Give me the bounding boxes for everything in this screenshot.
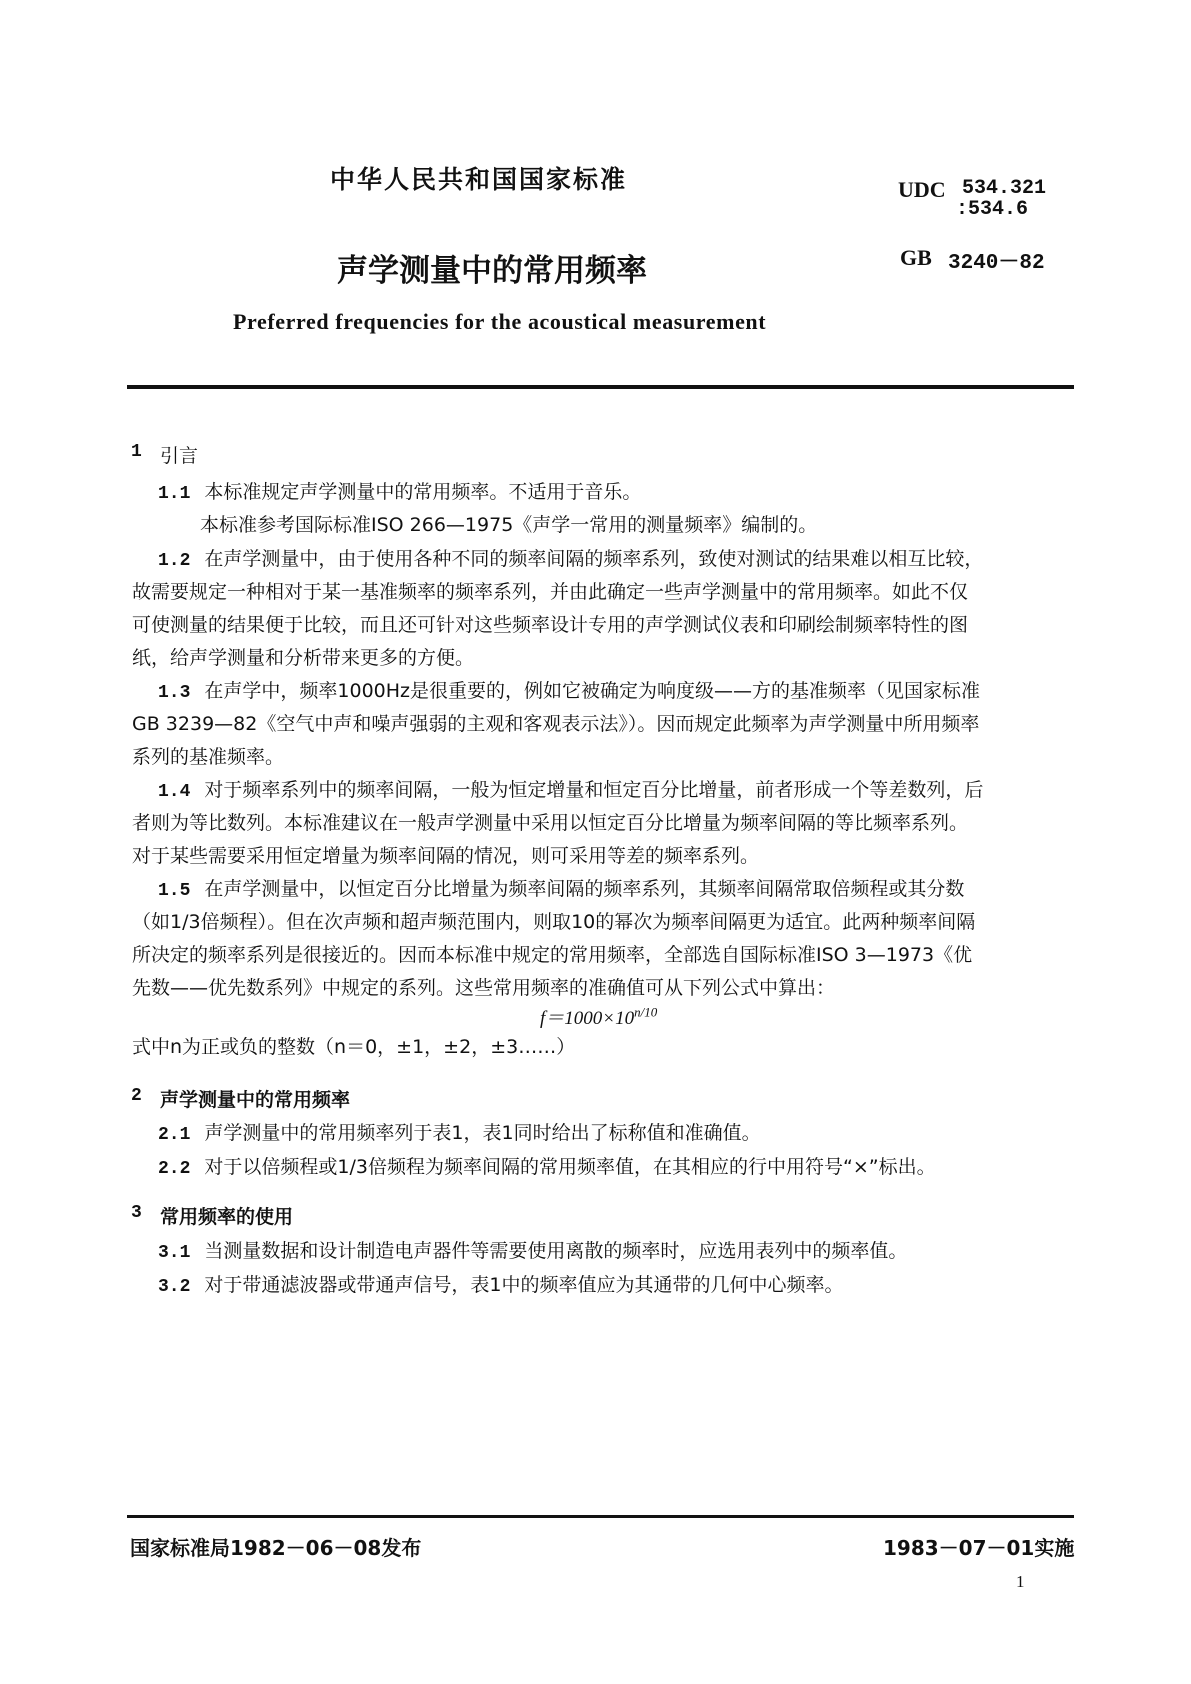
paragraph-line: 故需要规定一种相对于某一基准频率的频率系列，并由此确定一些声学测量中的常用频率。如此不仅 [132,581,969,603]
section-number: 3 [131,1203,142,1223]
paragraph-line: 先数——优先数系列》中规定的系列。这些常用频率的准确值可从下列公式中算出： [132,977,836,999]
paragraph-line: （如1/3倍频程）。但在次声频和超声频范围内，则取10的幂次为频率间隔更为适宜。此两种频率间隔 [132,911,976,933]
paragraph-line: GB 3239—82《空气中声和噪声强弱的主观和客观表示法》）。因而规定此频率为声学测量中所用频率 [132,713,980,735]
paragraph-line: 对于某些需要采用恒定增量为频率间隔的情况，则可采用等差的频率系列。 [132,845,760,867]
paragraph-number: 2.1 [158,1125,191,1145]
paragraph-line: 1.1 本标准规定声学测量中的常用频率。不适用于音乐。 [158,481,642,504]
gb-number: 3240－82 [948,252,1045,275]
effective-date: 1983－07－01实施 [883,1536,1075,1560]
paragraph-line: 所决定的频率系列是很接近的。因而本标准中规定的常用频率，全部选自国际标准ISO 3—1973《优 [132,944,973,966]
frequency-formula: $f=1000\times 10^{n/10}$ [540,1004,658,1029]
formula-explanation: 式中n为正或负的整数（n＝0，±1，±2，±3……） [132,1036,576,1058]
paragraph-line: 系列的基准频率。 [132,746,285,768]
paragraph-line: 3.1 当测量数据和设计制造电声器件等需要使用离散的频率时，应选用表列中的频率值。 [158,1240,908,1263]
paragraph-line: 本标准参考国际标准ISO 266—1975《声学一常用的测量频率》编制的。 [200,514,818,536]
paragraph-number: 3.1 [158,1243,191,1263]
paragraph-line: 纸，给声学测量和分析带来更多的方便。 [132,647,475,669]
udc-code-line2: :534.6 [956,198,1029,221]
paragraph-line: 1.4 对于频率系列中的频率间隔，一般为恒定增量和恒定百分比增量，前者形成一个等差数列，后 [158,779,984,802]
paragraph-line: 者则为等比数列。本标准建议在一般声学测量中采用以恒定百分比增量为频率间隔的等比频率系列。 [132,812,969,834]
paragraph-number: 1.2 [158,551,191,571]
paragraph-line: 可使测量的结果便于比较，而且还可针对这些频率设计专用的声学测试仪表和印刷绘制频率特性的图 [132,614,969,636]
issue-date: 国家标准局1982－06－08发布 [130,1536,422,1560]
document-title-en: Preferred frequencies for the acoustical measurement [233,309,767,334]
section-title: 常用频率的使用 [160,1206,294,1228]
section-title: 引言 [160,445,199,467]
paragraph-line: 1.3 在声学中，频率1000Hz是很重要的，例如它被确定为响度级——方的基准频率（见国家标准 [158,680,981,703]
section-title: 声学测量中的常用频率 [160,1089,351,1111]
header-divider [127,385,1074,389]
paragraph-number: 1.5 [158,881,191,901]
paragraph-number: 3.2 [158,1277,191,1297]
paragraph-number: 2.2 [158,1159,191,1179]
gb-label: GB [900,245,932,270]
page-number: 1 [1016,1572,1025,1591]
udc-label: UDC [898,177,946,202]
section-number: 1 [131,442,142,462]
document-title-cn: 声学测量中的常用频率 [337,253,647,289]
paragraph-line: 1.5 在声学测量中，以恒定百分比增量为频率间隔的频率系列，其频率间隔常取倍频程或其分数 [158,878,965,901]
section-number: 2 [131,1086,142,1106]
standard-org-heading: 中华人民共和国国家标准 [330,165,628,194]
paragraph-line: 2.1 声学测量中的常用频率列于表1，表1同时给出了标称值和准确值。 [158,1122,761,1145]
paragraph-line: 2.2 对于以倍频程或1/3倍频程为频率间隔的常用频率值，在其相应的行中用符号“×”标出。 [158,1156,936,1179]
paragraph-number: 1.4 [158,782,191,802]
footer-divider [127,1515,1074,1518]
paragraph-number: 1.1 [158,484,191,504]
paragraph-number: 1.3 [158,683,191,703]
paragraph-line: 3.2 对于带通滤波器或带通声信号，表1中的频率值应为其通带的几何中心频率。 [158,1274,844,1297]
paragraph-line: 1.2 在声学测量中，由于使用各种不同的频率间隔的频率系列，致使对测试的结果难以相互比较， [158,548,984,571]
udc-code-line1: 534.321 [962,177,1047,200]
